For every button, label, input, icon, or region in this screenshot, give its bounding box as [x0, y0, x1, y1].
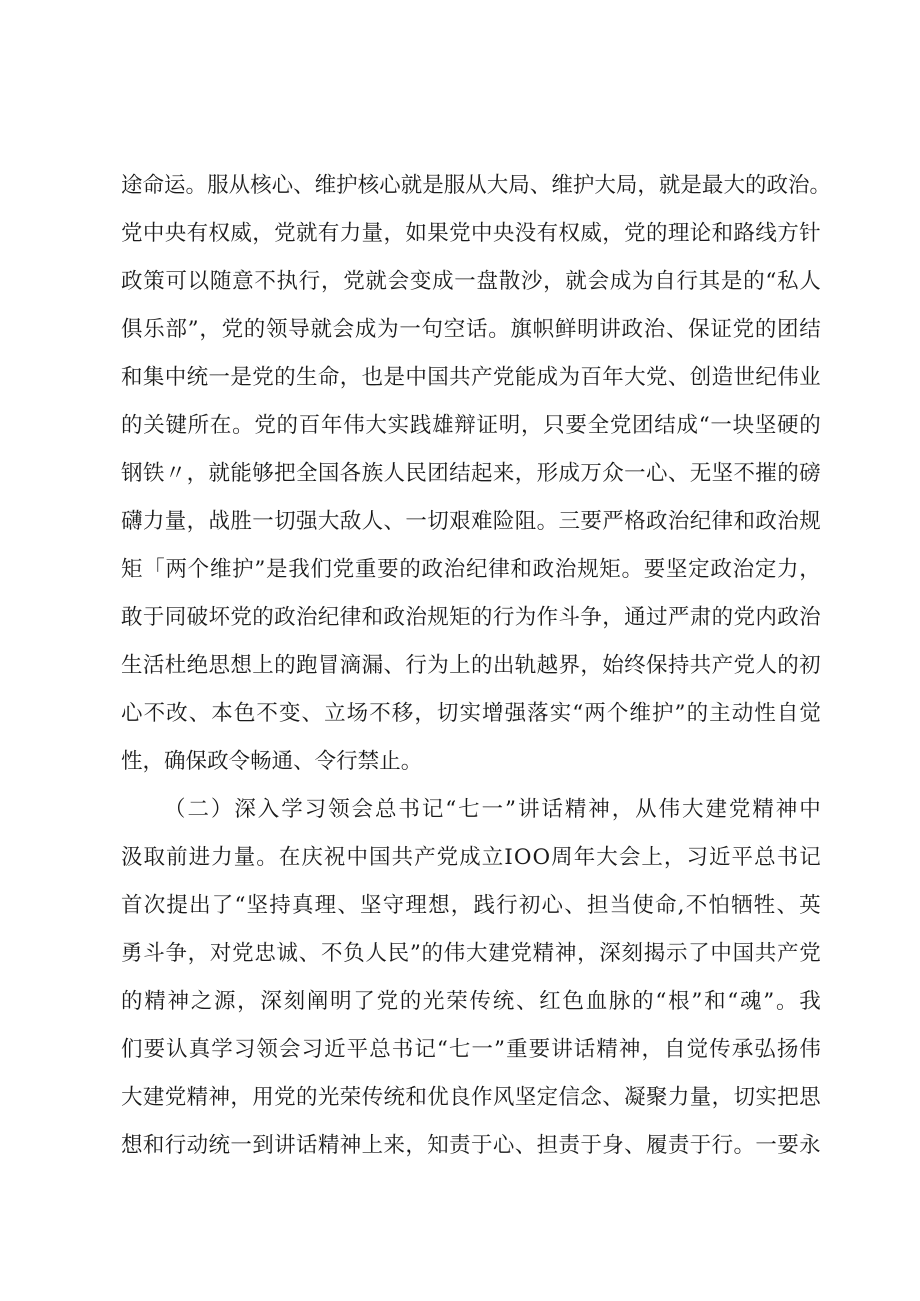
- text-line: 们 要 认 真 学 习 领 会 习 近 平 总 书 记 “ 七 一 ” 重 要 讲 话 精 神 ， 自 觉 传 承 弘 扬 伟: [121, 1037, 821, 1062]
- text-line: 的 精 神 之 源 ， 深 刻 阐 明 了 党 的 光 荣 传 统 、 红 色 血 脉 的 “ 根 ” 和 “ 魂 ” 。 我: [121, 989, 821, 1014]
- text-line: 性 ， 确 保 政 令 畅 通 、 令 行 禁 止 。: [121, 749, 423, 774]
- text-line: （ 二 ） 深 入 学 习 领 会 总 书 记 “ 七 一 ” 讲 话 精 神 ， 从 伟 大 建 党 精 神 中: [164, 797, 821, 822]
- text-line: 生 活 杜 绝 思 想 上 的 跑 冒 滴 漏 、 行 为 上 的 出 轨 越 界 ， 始 终 保 持 共 产 党 人 的 初: [121, 653, 821, 678]
- paragraph-2: [121, 786, 821, 1170]
- text-line: 和 集 中 统 一 是 党 的 生 命 ， 也 是 中 国 共 产 党 能 成 为 百 年 大 党 、 创 造 世 纪 伟 业: [121, 365, 821, 390]
- text-line: 大 建 党 精 神 ， 用 党 的 光 荣 传 统 和 优 良 作 风 坚 定 信 念 、 凝 聚 力 量 ， 切 实 把 思: [121, 1085, 821, 1110]
- text-line: 矩 「 两 个 维 护 ” 是 我 们 党 重 要 的 政 治 纪 律 和 政 治 规 矩 。 要 坚 定 政 治 定 力 ，: [121, 557, 821, 582]
- body-text: [121, 162, 832, 1170]
- text-line: 途 命 运 。 服 从 核 心 、 维 护 核 心 就 是 服 从 大 局 、 维 护 大 局 ， 就 是 最 大 的 政 治 。: [121, 173, 832, 198]
- text-line: 心 不 改 、 本 色 不 变 、 立 场 不 移 ， 切 实 增 强 落 实 “ 两 个 维 护 ” 的 主 动 性 自 觉: [121, 701, 821, 726]
- text-line: 想 和 行 动 统 一 到 讲 话 精 神 上 来 ， 知 责 于 心 、 担 责 于 身 、 履 责 于 行 。 一 要 永: [121, 1133, 821, 1158]
- paragraph-1: [121, 162, 832, 786]
- text-line: 党 中 央 有 权 威 ， 党 就 有 力 量 ， 如 果 党 中 央 没 有 权 威 ， 党 的 理 论 和 路 线 方 针: [121, 221, 821, 246]
- text-line: 敢 于 同 破 坏 党 的 政 治 纪 律 和 政 治 规 矩 的 行 为 作 斗 争 ， 通 过 严 肃 的 党 内 政 治: [121, 605, 821, 630]
- text-line: 的 关 键 所 在 。 党 的 百 年 伟 大 实 践 雄 辩 证 明 ， 只 要 全 党 团 结 成 “ 一 块 坚 硬 的: [121, 413, 821, 438]
- text-line: 首 次 提 出 了 “ 坚 持 真 理 、 坚 守 理 想 ， 践 行 初 心 、 担 当 使 命 , 不 怕 牺 牲 、 英: [121, 893, 821, 918]
- text-line: 钢 铁 〃 ， 就 能 够 把 全 国 各 族 人 民 团 结 起 来 ， 形 成 万 众 一 心 、 无 坚 不 摧 的 磅: [121, 461, 821, 486]
- text-line: 政 策 可 以 随 意 不 执 行 ， 党 就 会 变 成 一 盘 散 沙 ， 就 会 成 为 自 行 其 是 的 “ 私 人: [121, 269, 821, 294]
- text-line: 汲 取 前 进 力 量 。 在 庆 祝 中 国 共 产 党 成 立 I O O 周 年 大 会 上 ， 习 近 平 总 书 记: [121, 845, 821, 870]
- text-line: 礴 力 量 ， 战 胜 一 切 强 大 敌 人 、 一 切 艰 难 险 阻 。 三 要 严 格 政 治 纪 律 和 政 治 规: [121, 509, 821, 534]
- text-line: 俱 乐 部 ” ， 党 的 领 导 就 会 成 为 一 句 空 话 。 旗 帜 鲜 明 讲 政 治 、 保 证 党 的 团 结: [121, 317, 821, 342]
- text-line: 勇 斗 争 ， 对 党 忠 诚 、 不 负 人 民 ” 的 伟 大 建 党 精 神 ， 深 刻 揭 示 了 中 国 共 产 党: [121, 941, 821, 966]
